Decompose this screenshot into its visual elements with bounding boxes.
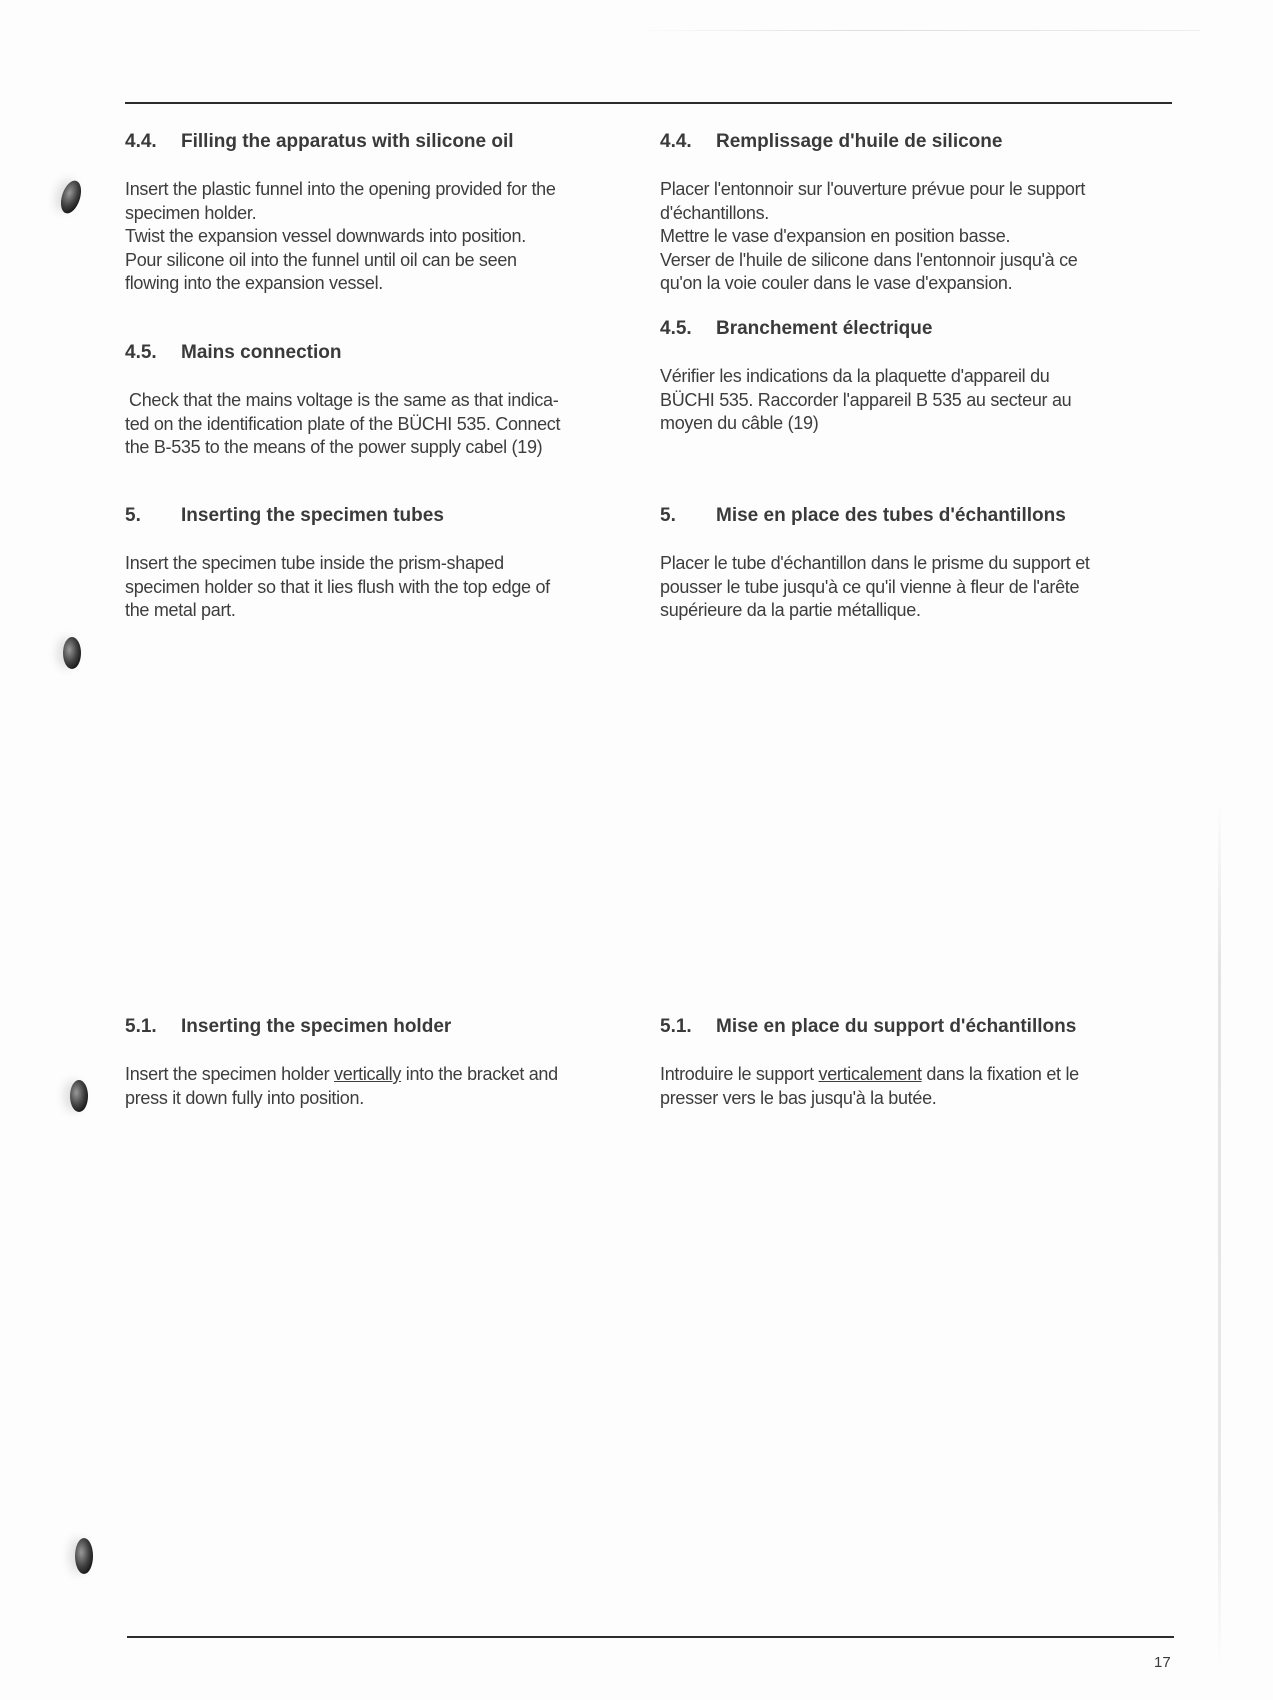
text-line: supérieure da la partie métallique. bbox=[660, 600, 921, 620]
section-number: 5.1. bbox=[660, 1016, 692, 1037]
text-line: press it down fully into position. bbox=[125, 1087, 364, 1108]
text-line: Verser de l'huile de silicone dans l'entonnoir jusqu'à ce bbox=[660, 249, 1078, 270]
text-line: Pour silicone oil into the funnel until oil can be seen bbox=[125, 249, 517, 270]
section-title: Branchement électrique bbox=[716, 318, 933, 339]
text-line: Twist the expansion vessel downwards into position. bbox=[125, 226, 526, 246]
section-title: Mise en place du support d'échantillons bbox=[716, 1016, 1077, 1037]
section-heading-en-4-5 bbox=[125, 341, 341, 365]
section-heading-en-4-4 bbox=[125, 130, 514, 154]
top-rule bbox=[125, 102, 1172, 104]
text-line: Vérifier les indications da la plaquette d'appareil du bbox=[660, 366, 1050, 386]
text-line: specimen holder so that it lies flush with the top edge of bbox=[125, 576, 550, 597]
text-line: Insert the specimen tube inside the prism-shaped bbox=[125, 553, 504, 573]
text-line bbox=[125, 1063, 558, 1087]
section-number: 4.5. bbox=[125, 342, 157, 363]
text-fragment: into the bracket and bbox=[401, 1064, 558, 1084]
text-line: the metal part. bbox=[125, 600, 236, 620]
paragraph-fr-4-5 bbox=[660, 365, 1071, 436]
section-number: 5. bbox=[660, 505, 676, 526]
text-line: BÜCHI 535. Raccorder l'appareil B 535 au secteur au bbox=[660, 389, 1072, 410]
text-line: ted on the identification plate of the BÜCHI 535. Connect bbox=[125, 413, 561, 434]
section-title: Filling the apparatus with silicone oil bbox=[181, 131, 514, 152]
section-heading-fr-5 bbox=[660, 504, 1066, 528]
section-number: 5. bbox=[125, 505, 141, 526]
section-number: 5.1. bbox=[125, 1016, 157, 1037]
section-title: Remplissage d'huile de silicone bbox=[716, 131, 1003, 152]
text-line: flowing into the expansion vessel. bbox=[125, 273, 383, 293]
text-line: qu'on la voie couler dans le vase d'expansion. bbox=[660, 273, 1013, 293]
punch-hole-icon bbox=[57, 178, 85, 216]
text-line bbox=[660, 1063, 1079, 1087]
text-line: specimen holder. bbox=[125, 202, 257, 223]
paragraph-fr-4-4 bbox=[660, 178, 1085, 296]
text-line: d'échantillons. bbox=[660, 202, 770, 223]
punch-hole-icon bbox=[75, 1538, 93, 1574]
section-number: 4.4. bbox=[660, 131, 692, 152]
paragraph-en-4-4 bbox=[125, 178, 556, 296]
text-fragment: dans la fixation et le bbox=[921, 1064, 1079, 1084]
text-line: Mettre le vase d'expansion en position basse. bbox=[660, 226, 1011, 246]
section-heading-en-5 bbox=[125, 504, 444, 528]
section-heading-fr-5-1 bbox=[660, 1015, 1076, 1039]
section-title: Mise en place des tubes d'échantillons bbox=[716, 505, 1066, 526]
text-line: Placer le tube d'échantillon dans le prisme du support et bbox=[660, 553, 1090, 573]
paragraph-fr-5 bbox=[660, 552, 1090, 623]
text-line: moyen du câble (19) bbox=[660, 413, 819, 433]
scan-artifact-right-edge bbox=[1218, 800, 1221, 1670]
text-line: presser vers le bas jusqu'à la butée. bbox=[660, 1087, 937, 1108]
punch-hole-icon bbox=[63, 637, 81, 669]
punch-hole-icon bbox=[70, 1080, 88, 1112]
paragraph-en-5-1 bbox=[125, 1063, 558, 1110]
section-heading-fr-4-5 bbox=[660, 317, 932, 341]
text-line: the B-535 to the means of the power supply cabel (19) bbox=[125, 437, 543, 457]
paragraph-fr-5-1 bbox=[660, 1063, 1079, 1110]
section-number: 4.4. bbox=[125, 131, 157, 152]
text-line: Placer l'entonnoir sur l'ouverture prévue pour le support bbox=[660, 179, 1086, 199]
section-title: Inserting the specimen holder bbox=[181, 1016, 452, 1037]
page-number: 17 bbox=[1154, 1654, 1171, 1671]
section-title: Mains connection bbox=[181, 342, 342, 363]
text-line: Insert the plastic funnel into the opening provided for the bbox=[125, 179, 556, 199]
paragraph-en-5 bbox=[125, 552, 550, 623]
section-heading-fr-4-4 bbox=[660, 130, 1002, 154]
text-fragment: Insert the specimen holder bbox=[125, 1064, 335, 1084]
underlined-word: vertically bbox=[334, 1064, 402, 1084]
text-fragment: Introduire le support bbox=[660, 1064, 819, 1084]
scan-artifact-top bbox=[630, 30, 1200, 31]
paragraph-en-4-5 bbox=[125, 389, 560, 460]
section-heading-en-5-1 bbox=[125, 1015, 451, 1039]
underlined-word: verticalement bbox=[818, 1064, 922, 1084]
section-title: Inserting the specimen tubes bbox=[181, 505, 444, 526]
section-number: 4.5. bbox=[660, 318, 692, 339]
bottom-rule bbox=[127, 1636, 1174, 1638]
text-line: Check that the mains voltage is the same as that indica- bbox=[129, 390, 559, 410]
text-line: pousser le tube jusqu'à ce qu'il vienne à fleur de l'arête bbox=[660, 576, 1080, 597]
